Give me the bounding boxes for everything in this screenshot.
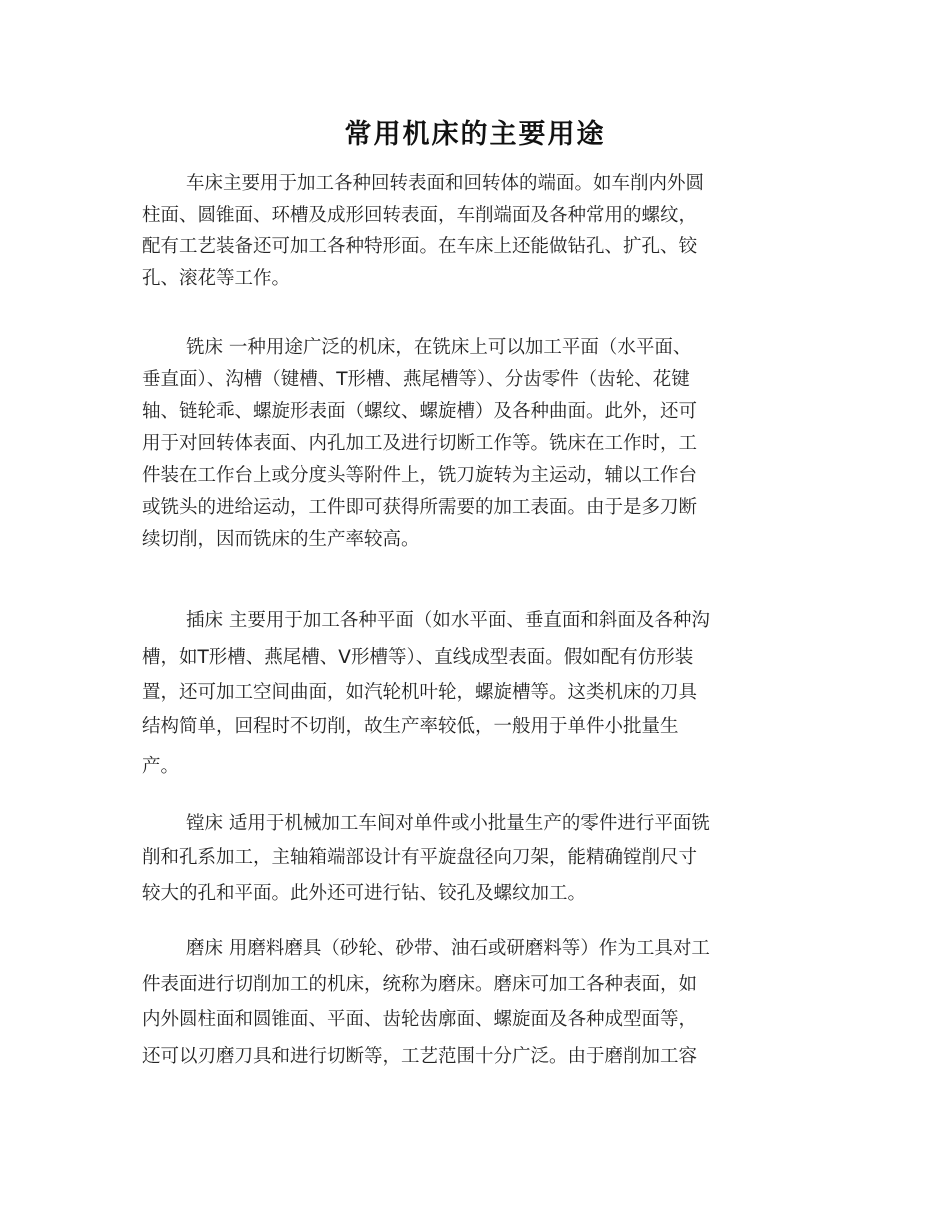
paragraph-4-line-1: 镗床 适用于机械加工车间对单件或小批量生产的零件进行平面铣 [186, 813, 710, 834]
paragraph-2-line-5: 件装在工作台上或分度头等附件上，铣刀旋转为主运动，辅以工作台 [142, 465, 698, 486]
paragraph-2-line-2: 垂直面）、沟槽（键槽、T形槽、燕尾槽等）、分齿零件（齿轮、花键 [142, 369, 690, 390]
paragraph-3-line-2: 槽，如T形槽、燕尾槽、V形槽等）、直线成型表面。假如配有仿形装 [142, 647, 694, 668]
paragraph-1-line-4: 孔、滚花等工作。 [142, 268, 291, 289]
paragraph-5-line-1: 磨床 用磨料磨具（砂轮、砂带、油石或研磨料等）作为工具对工 [186, 938, 710, 959]
paragraph-4-line-2: 削和孔系加工，主轴箱端部设计有平旋盘径向刀架，能精确镗削尺寸 [142, 847, 698, 868]
paragraph-3-line-5: 产。 [142, 756, 180, 777]
paragraph-2-line-3: 轴、链轮乖、螺旋形表面（螺纹、螺旋槽）及各种曲面。此外，还可 [142, 401, 698, 422]
paragraph-5-line-4: 还可以刃磨刀具和进行切断等，工艺范围十分广泛。由于磨削加工容 [142, 1046, 698, 1067]
document-title: 常用机床的主要用途 [344, 119, 606, 150]
paragraph-2-line-1: 铣床 一种用途广泛的机床，在铣床上可以加工平面（水平面、 [186, 337, 692, 358]
paragraph-5-line-2: 件表面进行切削加工的机床，统称为磨床。磨床可加工各种表面，如 [142, 974, 698, 995]
paragraph-1-line-1: 车床主要用于加工各种回转表面和回转体的端面。如车削内外圆 [186, 173, 705, 194]
paragraph-5-line-3: 内外圆柱面和圆锥面、平面、齿轮齿廓面、螺旋面及各种成型面等， [142, 1009, 698, 1030]
paragraph-4-line-3: 较大的孔和平面。此外还可进行钻、铰孔及螺纹加工。 [142, 883, 587, 904]
paragraph-3-line-4: 结构简单，回程时不切削，故生产率较低，一般用于单件小批量生 [142, 716, 679, 737]
paragraph-3-line-1: 插床 主要用于加工各种平面（如水平面、垂直面和斜面及各种沟 [186, 610, 710, 631]
paragraph-1-line-3: 配有工艺装备还可加工各种特形面。在车床上还能做钻孔、扩孔、铰 [142, 236, 698, 257]
paragraph-1-line-2: 柱面、圆锥面、环槽及成形回转表面，车削端面及各种常用的螺纹， [142, 205, 698, 226]
paragraph-2-line-6: 或铣头的进给运动，工件即可获得所需要的加工表面。由于是多刀断 [142, 497, 698, 518]
paragraph-2-line-7: 续切削，因而铣床的生产率较高。 [142, 529, 420, 550]
paragraph-3-line-3: 置，还可加工空间曲面，如汽轮机叶轮，螺旋槽等。这类机床的刀具 [142, 682, 698, 703]
paragraph-2-line-4: 用于对回转体表面、内孔加工及进行切断工作等。铣床在工作时，工 [142, 433, 698, 454]
